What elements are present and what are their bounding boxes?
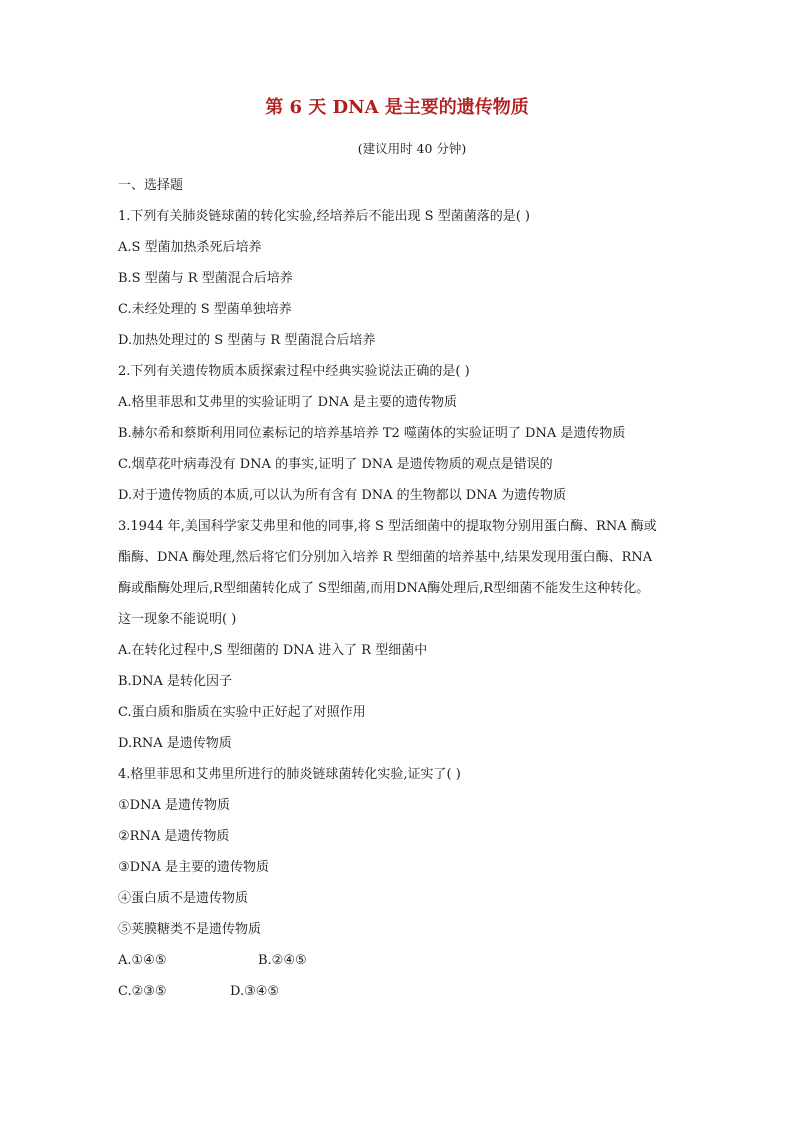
question-4-item: ②RNA 是遗传物质 bbox=[118, 829, 230, 844]
question-2-option-a: A.格里菲思和艾弗里的实验证明了 DNA 是主要的遗传物质 bbox=[118, 395, 457, 410]
question-4-item: ①DNA 是遗传物质 bbox=[118, 798, 230, 813]
question-2-stem: 2.下列有关遗传物质本质探索过程中经典实验说法正确的是( ) bbox=[118, 364, 470, 379]
question-3-option-c: C.蛋白质和脂质在实验中正好起了对照作用 bbox=[118, 705, 366, 720]
question-1-option-d: D.加热处理过的 S 型菌与 R 型菌混合后培养 bbox=[118, 333, 376, 348]
question-1-option-b: B.S 型菌与 R 型菌混合后培养 bbox=[118, 271, 293, 286]
question-1-stem: 1.下列有关肺炎链球菌的转化实验,经培养后不能出现 S 型菌菌落的是( ) bbox=[118, 209, 530, 224]
question-4-option-c: C.②③⑤ bbox=[118, 984, 167, 999]
page-title: 第 6 天 DNA 是主要的遗传物质 bbox=[265, 97, 529, 118]
section-heading: 一、选择题 bbox=[118, 178, 184, 193]
question-4-item: ④蛋白质不是遗传物质 bbox=[118, 891, 249, 906]
question-2-option-c: C.烟草花叶病毒没有 DNA 的事实,证明了 DNA 是遗传物质的观点是错误的 bbox=[118, 457, 553, 472]
question-4-option-d: D.③④⑤ bbox=[230, 984, 280, 999]
question-4-options-row-2 bbox=[118, 976, 688, 1007]
question-4-item: ⑤荚膜糖类不是遗传物质 bbox=[118, 922, 262, 937]
question-1-option-c: C.未经处理的 S 型菌单独培养 bbox=[118, 302, 292, 317]
question-3-option-b: B.DNA 是转化因子 bbox=[118, 674, 233, 689]
question-3-stem-line: 酯酶、DNA 酶处理,然后将它们分别加入培养 R 型细菌的培养基中,结果发现用蛋白酶、RNA bbox=[118, 550, 653, 565]
question-3-option-d: D.RNA 是遗传物质 bbox=[118, 736, 232, 751]
question-4-option-b: B.②④⑤ bbox=[258, 953, 307, 968]
question-4-option-a: A.①④⑤ bbox=[118, 953, 167, 968]
question-1-option-a: A.S 型菌加热杀死后培养 bbox=[118, 240, 262, 255]
question-3-stem-line: 酶或酯酶处理后,R型细菌转化成了 S型细菌,而用DNA酶处理后,R型细菌不能发生这种转化。 bbox=[118, 581, 650, 596]
question-4-item: ③DNA 是主要的遗传物质 bbox=[118, 860, 269, 875]
time-suggestion: (建议用时 40 分钟) bbox=[357, 141, 467, 156]
question-4-stem: 4.格里菲思和艾弗里所进行的肺炎链球菌转化实验,证实了( ) bbox=[118, 767, 461, 782]
question-3-option-a: A.在转化过程中,S 型细菌的 DNA 进入了 R 型细菌中 bbox=[118, 643, 428, 658]
question-2-option-d: D.对于遗传物质的本质,可以认为所有含有 DNA 的生物都以 DNA 为遗传物质 bbox=[118, 488, 567, 503]
question-body bbox=[118, 170, 688, 1007]
question-3-stem-line: 这一现象不能说明( ) bbox=[118, 612, 237, 627]
question-4-options-row-1 bbox=[118, 945, 688, 976]
question-2-option-b: B.赫尔希和蔡斯利用同位素标记的培养基培养 T2 噬菌体的实验证明了 DNA 是遗传物质 bbox=[118, 426, 626, 441]
question-3-stem-line: 3.1944 年,美国科学家艾弗里和他的同事,将 S 型活细菌中的提取物分别用蛋白酶、RNA 酶或 bbox=[118, 519, 657, 534]
